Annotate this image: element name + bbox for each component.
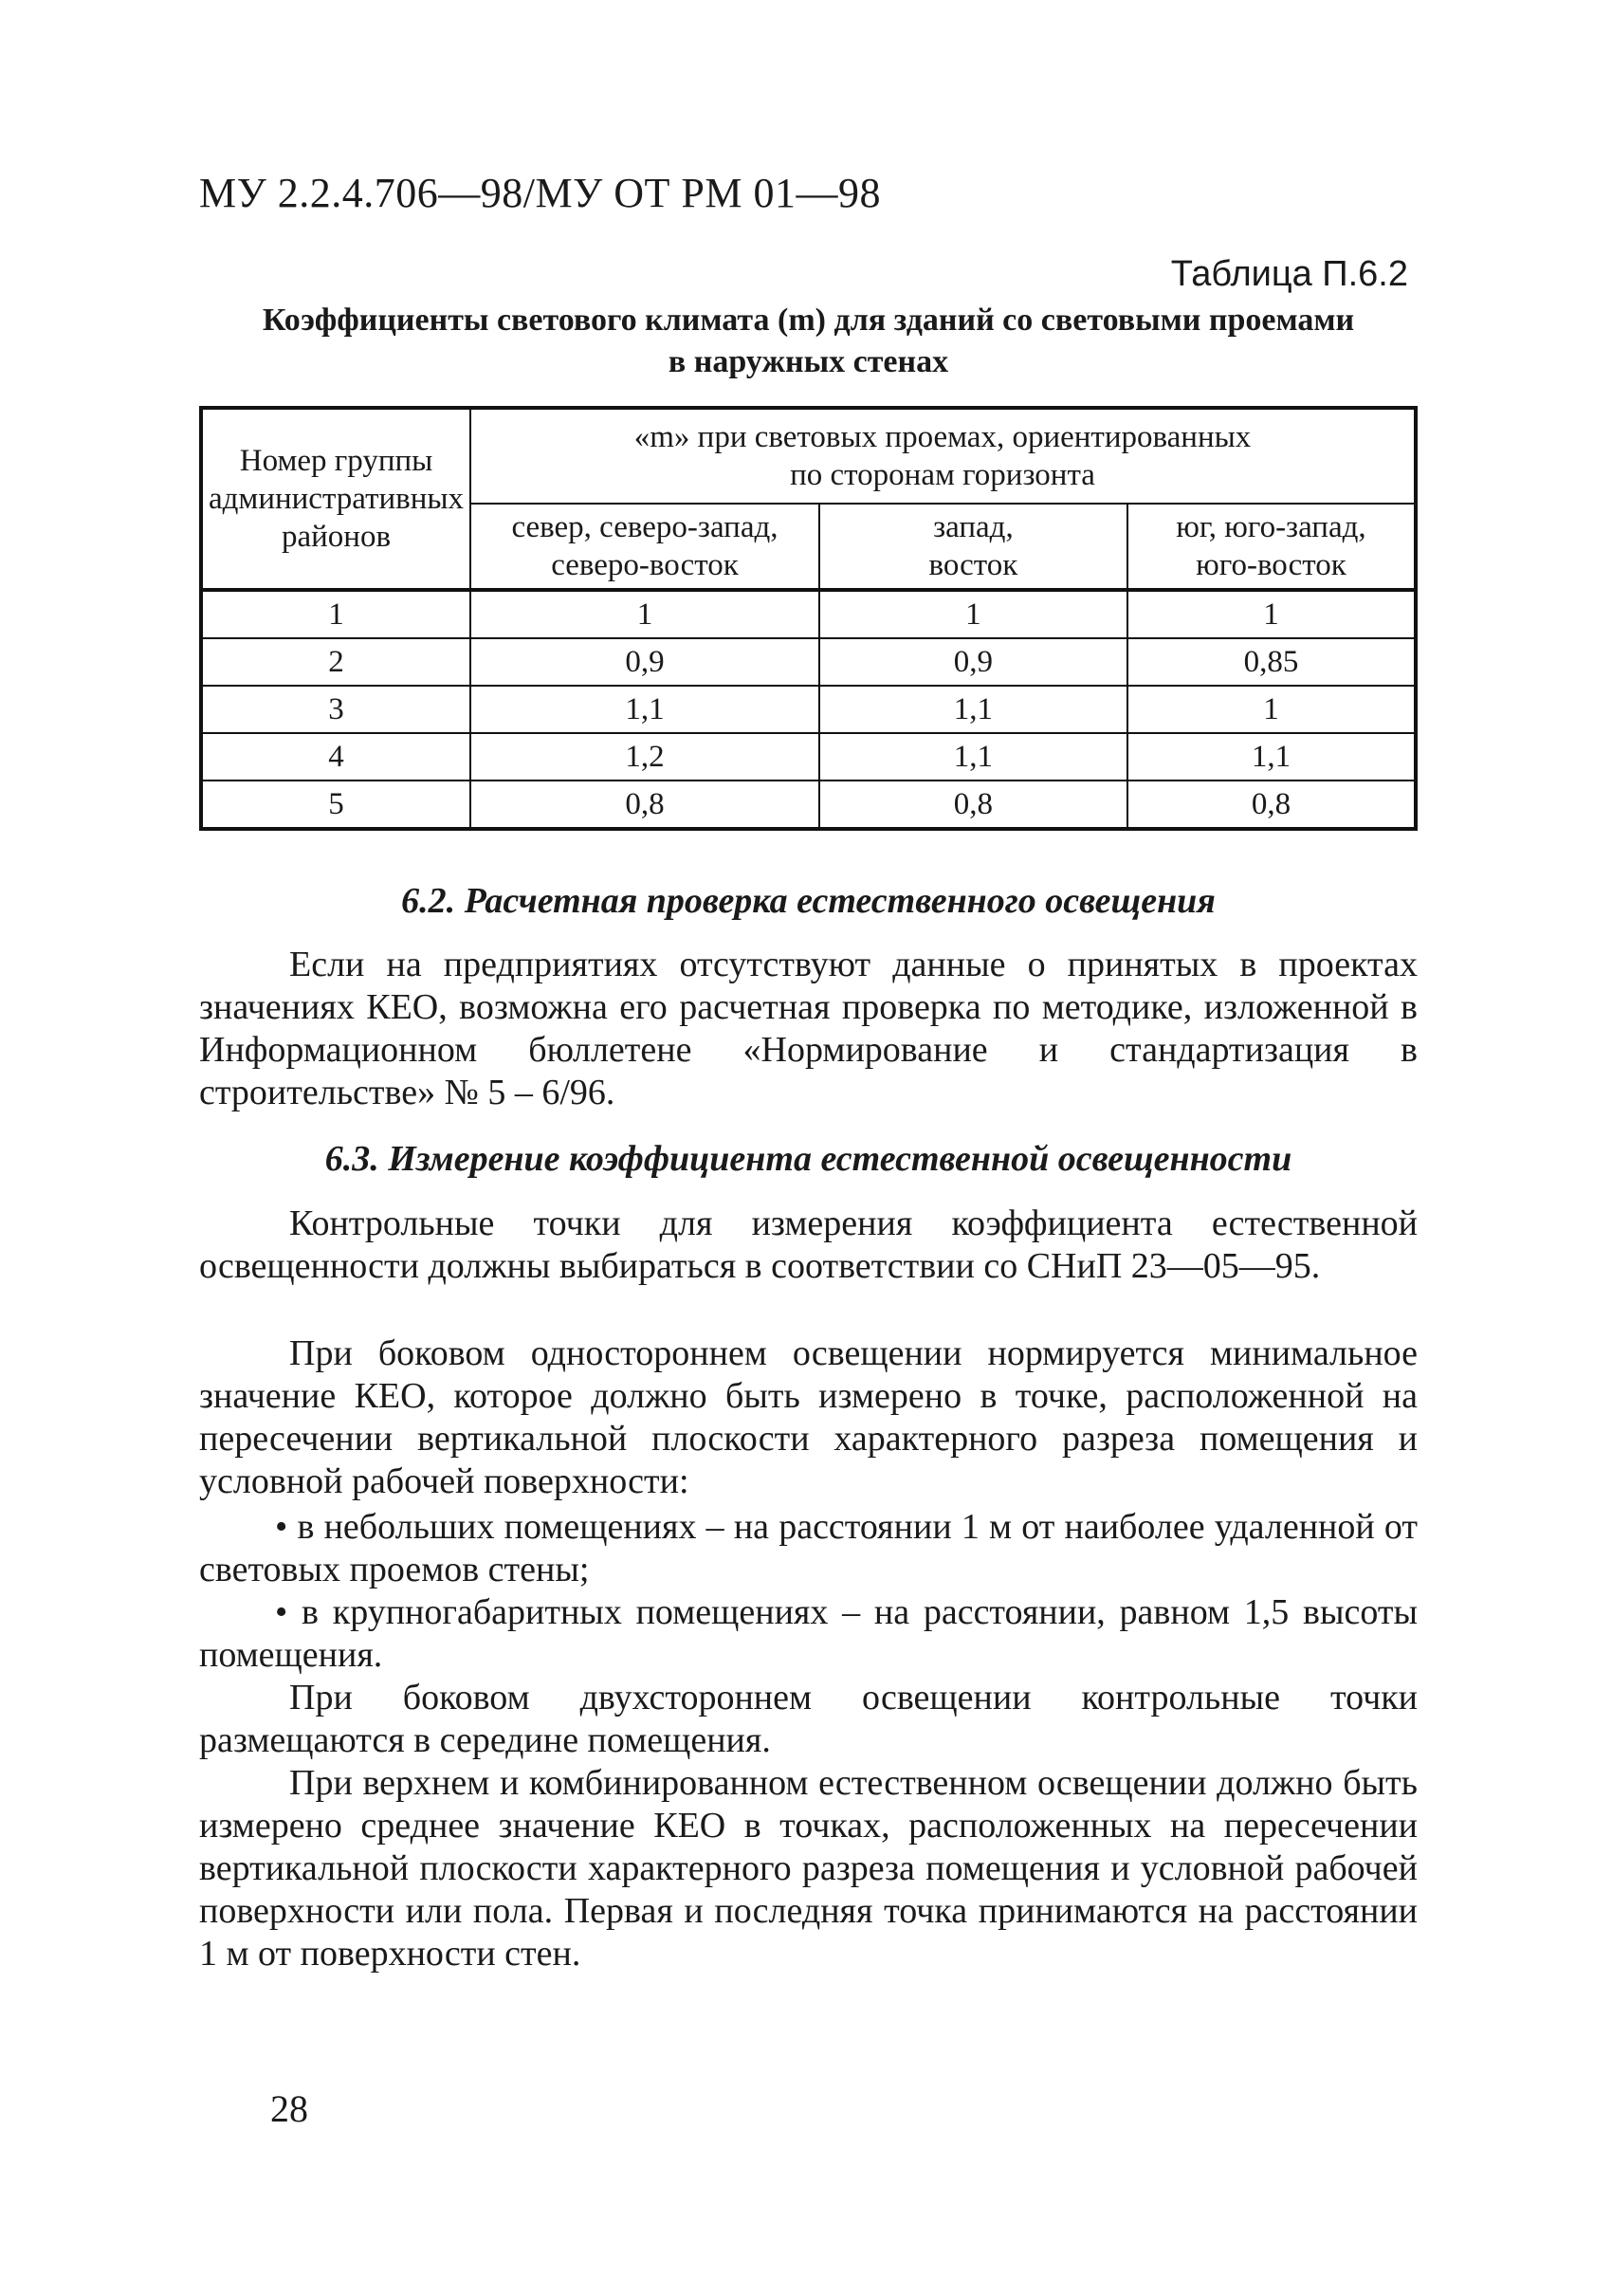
header-line: юг, юго-запад, <box>1176 510 1366 544</box>
table-cell: 5 <box>201 781 470 829</box>
running-header: МУ 2.2.4.706—98/МУ ОТ РМ 01—98 <box>199 170 882 216</box>
table-cell: 0,9 <box>819 638 1127 686</box>
table-cell: 1,2 <box>470 733 819 781</box>
table-label: Таблица П.6.2 <box>1170 254 1408 294</box>
table-cell: 1 <box>201 590 470 638</box>
table-cell: 0,8 <box>1127 781 1416 829</box>
table-cell: 3 <box>201 686 470 733</box>
section-heading-6-2: 6.2. Расчетная проверка естественного освещения <box>401 881 1216 921</box>
paragraph: Контрольные точки для измерения коэффициента естественной освещенности должны выбираться в соответствии со СНиП 23—05—95. <box>199 1203 1418 1286</box>
table-cell: 1,1 <box>1127 733 1416 781</box>
table-row <box>201 590 1416 638</box>
table-cell: 2 <box>201 638 470 686</box>
header-line: восток <box>928 548 1018 582</box>
table-caption-line: Коэффициенты светового климата (m) для зданий со световыми проемами <box>262 303 1355 338</box>
header-group-number <box>201 408 470 590</box>
table-cell: 1,1 <box>819 733 1127 781</box>
page-number: 28 <box>270 2087 308 2130</box>
table-caption <box>199 300 1418 383</box>
header-line: северо-восток <box>551 548 739 582</box>
table-caption-line: в наружных стенах <box>668 344 949 379</box>
header-west <box>819 504 1127 590</box>
table-cell: 0,85 <box>1127 638 1416 686</box>
table-row <box>201 733 1416 781</box>
table-cell: 1 <box>1127 590 1416 638</box>
paragraph: При верхнем и комбинированном естественном освещении должно быть измерено среднее значение КЕО в точках, расположенных на пересечении вертикальной плоскости характерного разреза помещения и условной рабочей поверхности или пола. Первая и последняя точка принимаются на расстоянии 1 м от поверхности стен. <box>199 1763 1418 1974</box>
header-line: север, северо-запад, <box>511 510 779 544</box>
paragraph: При боковом двухстороннем освещении контрольные точки размещаются в середине помещения. <box>199 1678 1418 1760</box>
table-cell: 4 <box>201 733 470 781</box>
paragraph: При боковом одностороннем освещении нормируется минимальное значение КЕО, которое должно быть измерено в точке, расположенной на пересечении вертикальной плоскости характерного разреза помещения и условной рабочей поверхности: <box>199 1333 1418 1501</box>
table-row <box>201 686 1416 733</box>
table-cell: 1 <box>1127 686 1416 733</box>
header-line: юго-восток <box>1196 548 1346 582</box>
table-cell: 1 <box>819 590 1127 638</box>
header-line: запад, <box>933 510 1014 544</box>
table-row <box>201 781 1416 829</box>
table-cell: 0,9 <box>470 638 819 686</box>
header-line: по сторонам горизонта <box>790 458 1095 492</box>
header-south <box>1127 504 1416 590</box>
light-climate-table <box>199 406 1418 831</box>
table-cell: 0,8 <box>470 781 819 829</box>
table-cell: 1 <box>470 590 819 638</box>
paragraph: Если на предприятиях отсутствуют данные о принятых в проектах значениях КЕО, возможна его расчетная проверка по методике, изложенной в Информационном бюллетене «Нормирование и стандартизация в строительстве» № 5 – 6/96. <box>199 945 1418 1112</box>
table-row <box>201 638 1416 686</box>
header-line: Номер группы <box>239 444 433 478</box>
header-north <box>470 504 819 590</box>
bullet-item: • в крупногабаритных помещениях – на расстоянии, равном 1,5 высоты помещения. <box>199 1592 1418 1675</box>
section-heading-6-3: 6.3. Измерение коэффициента естественной освещенности <box>324 1139 1292 1179</box>
bullet-item: • в небольших помещениях – на расстоянии 1 м от наиболее удаленной от световых проемов стены; <box>199 1507 1418 1589</box>
header-m-orientation <box>470 408 1416 504</box>
header-line: административных <box>209 482 465 516</box>
header-line: районов <box>282 520 392 554</box>
table-cell: 0,8 <box>819 781 1127 829</box>
table-cell: 1,1 <box>470 686 819 733</box>
table-cell: 1,1 <box>819 686 1127 733</box>
header-line: «m» при световых проемах, ориентированных <box>633 420 1252 454</box>
